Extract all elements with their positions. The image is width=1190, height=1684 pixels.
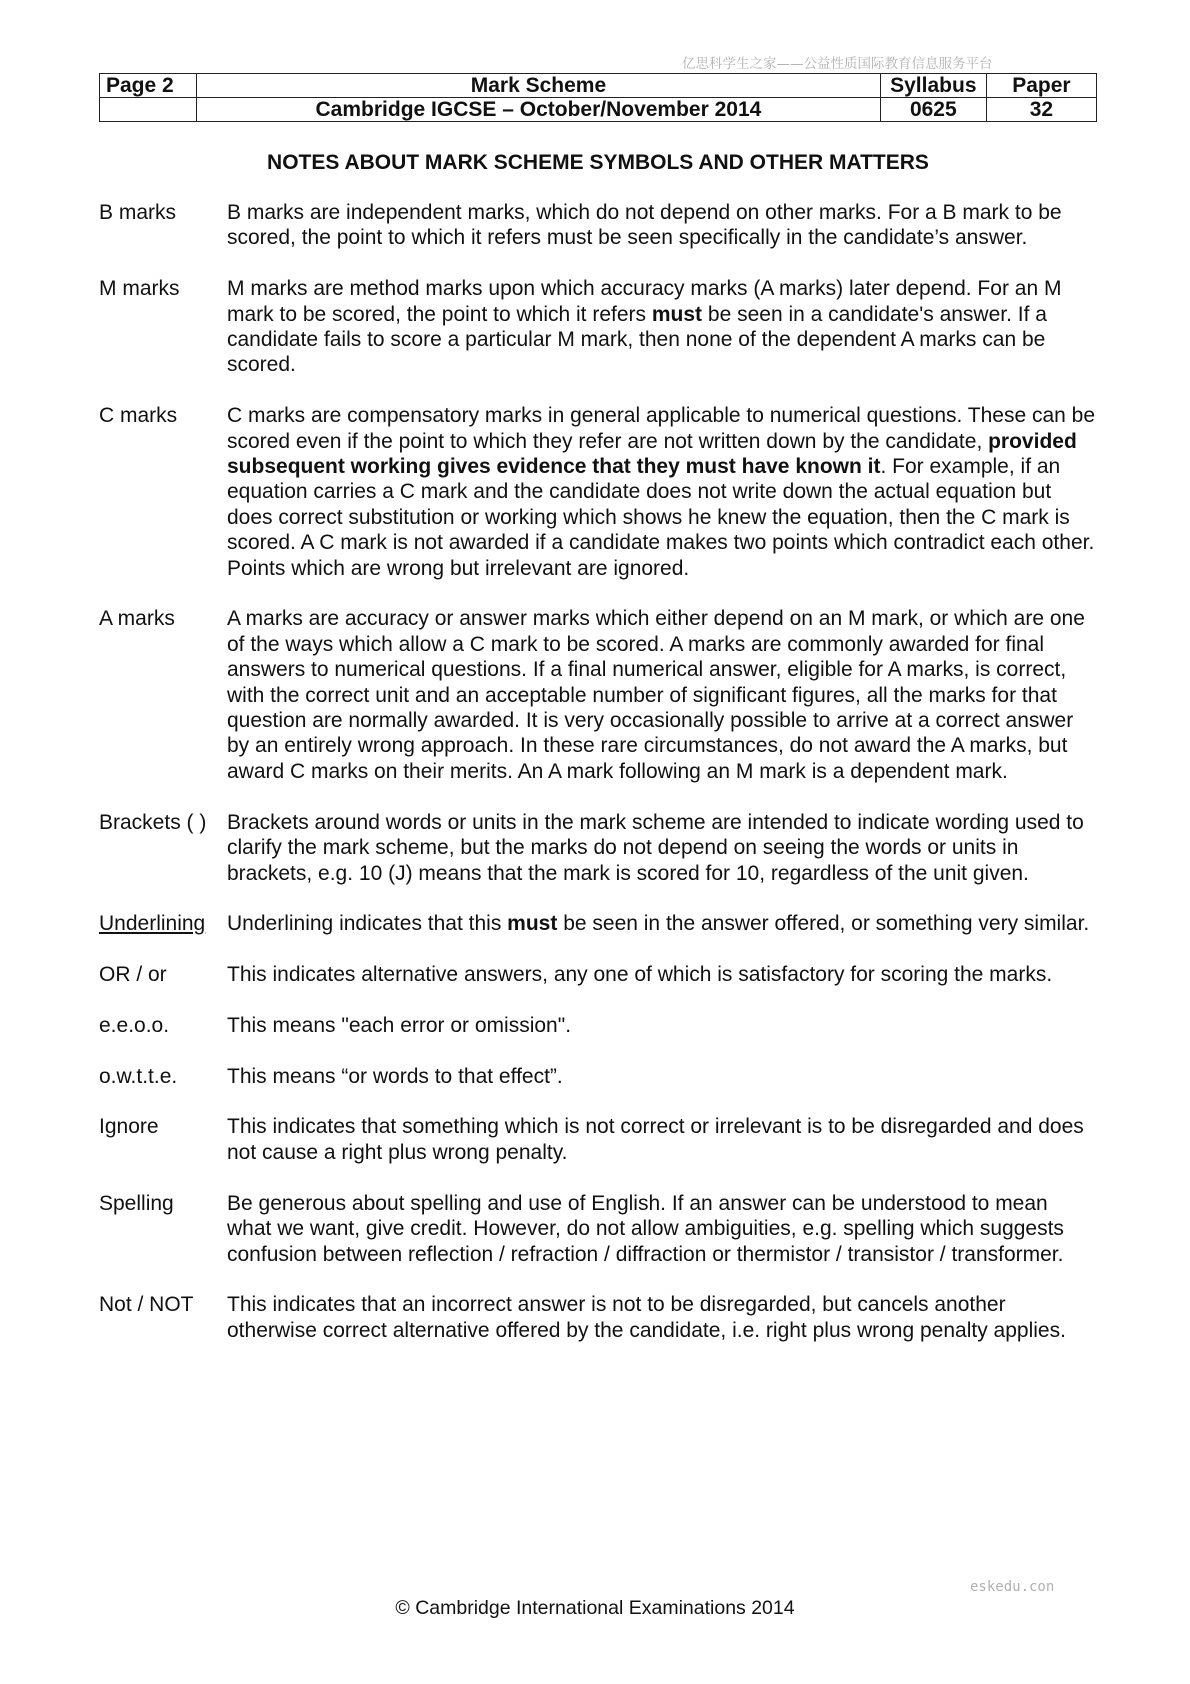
note-item xyxy=(99,962,1097,987)
note-item xyxy=(99,1013,1097,1038)
definition-text: Brackets around words or units in the mark scheme are intended to indicate wording used to clarify the mark scheme, but the marks do not depend on seeing the words or units in brackets, e.g. 10 (J) means that the mark is scored for 10, regardless of the unit given. xyxy=(227,810,1084,885)
syllabus-code: 0625 xyxy=(880,98,986,122)
definition-text: This indicates that something which is not correct or irrelevant is to be disregarded and does not cause a right plus wrong penalty. xyxy=(227,1115,1084,1164)
paper-number: 32 xyxy=(986,98,1096,122)
definition-text: Be generous about spelling and use of English. If an answer can be understood to mean what we want, give credit. However, do not allow ambiguities, e.g. spelling which suggests confusion between reflection / refraction / diffraction or thermistor / transistor / transformer. xyxy=(227,1191,1064,1266)
note-definition xyxy=(227,911,1097,936)
note-term: Underlining xyxy=(99,912,206,936)
note-definition xyxy=(227,1191,1097,1267)
definition-text: This indicates alternative answers, any one of which is satisfactory for scoring the marks. xyxy=(227,963,1053,987)
note-definition xyxy=(227,403,1097,581)
note-term: B marks xyxy=(99,201,177,224)
note-term: Ignore xyxy=(99,1115,159,1139)
note-item xyxy=(99,276,1097,378)
note-item xyxy=(99,403,1097,581)
exam-title: Cambridge IGCSE – October/November 2014 xyxy=(197,98,881,122)
note-definition xyxy=(227,810,1097,886)
definition-text: Underlining indicates that this xyxy=(227,912,508,936)
note-term: Brackets ( ) xyxy=(99,810,207,834)
note-item xyxy=(99,1064,1097,1089)
definition-text: be seen in a candidate's answer. If a candidate fails to score a particular M mark, then none of the dependent A marks can be scored. xyxy=(227,302,1047,377)
syllabus-label: Syllabus xyxy=(880,74,986,98)
header-table xyxy=(99,73,1097,122)
emphasis-text: must xyxy=(507,912,558,936)
note-item xyxy=(99,1292,1097,1343)
notes-list xyxy=(99,200,1097,1369)
note-term: OR / or xyxy=(99,963,167,987)
note-term: C marks xyxy=(99,404,178,428)
definition-text: This indicates that an incorrect answer is not to be disregarded, but cancels another otherwise correct alternative offered by the candidate, i.e. right plus wrong penalty applies. xyxy=(227,1293,1066,1342)
note-term: A marks xyxy=(99,607,175,631)
note-item xyxy=(99,810,1097,886)
note-term: e.e.o.o. xyxy=(99,1013,170,1037)
note-definition xyxy=(227,1114,1097,1165)
definition-text: . For example, if an equation carries a C mark and the candidate does not write down the actual equation but does correct substitution or working which shows he knew the equation, then the C mark is scored. A C mark is not awarded if a candidate makes two points which contradict each other. Points which are wrong but irrelevant are ignored. xyxy=(227,455,1095,580)
definition-text: B marks are independent marks, which do not depend on other marks. For a B mark to be scored, the point to which it refers must be seen specifically in the candidate’s answer. xyxy=(227,201,1062,250)
mark-scheme-label: Mark Scheme xyxy=(197,74,881,98)
watermark-text: 亿思科学生之家——公益性质国际教育信息服务平台 xyxy=(682,56,993,72)
paper-label: Paper xyxy=(986,74,1096,98)
note-definition xyxy=(227,200,1097,251)
definition-text: M marks are method marks upon which accuracy marks (A marks) later depend. For an M mark to be scored, the point to which it refers xyxy=(227,277,1062,326)
page-number: Page 2 xyxy=(100,74,197,98)
definition-text: This means “or words to that effect”. xyxy=(227,1064,563,1088)
page-title: NOTES ABOUT MARK SCHEME SYMBOLS AND OTHER MATTERS xyxy=(267,151,929,174)
empty-cell xyxy=(100,98,197,122)
emphasis-text: provided subsequent working gives evidence that they must have known it xyxy=(227,429,1077,479)
note-item xyxy=(99,1191,1097,1267)
copyright-footer: © Cambridge International Examinations 2014 xyxy=(395,1597,795,1619)
note-term: M marks xyxy=(99,277,180,301)
note-item xyxy=(99,1114,1097,1165)
watermark-domain: eskedu.con xyxy=(970,1579,1055,1595)
note-definition xyxy=(227,1292,1097,1343)
note-definition xyxy=(227,276,1097,378)
note-item xyxy=(99,606,1097,784)
definition-text: This means "each error or omission". xyxy=(227,1013,572,1037)
note-definition xyxy=(227,606,1097,784)
emphasis-text: must xyxy=(651,302,703,326)
note-definition xyxy=(227,1064,1097,1089)
note-definition xyxy=(227,962,1097,987)
note-item xyxy=(99,200,1097,251)
note-item xyxy=(99,911,1097,936)
definition-text: C marks are compensatory marks in general applicable to numerical questions. These can be scored even if the point to which they refer are not written down by the candidate, xyxy=(227,404,1096,453)
note-definition xyxy=(227,1013,1097,1038)
definition-text: A marks are accuracy or answer marks which either depend on an M mark, or which are one of the ways which allow a C mark to be scored. A marks are commonly awarded for final answers to numerical questions. If a final numerical answer, eligible for A marks, is correct, with the correct unit and an acceptable number of significant figures, all the marks for that question are normally awarded. It is very occasionally possible to arrive at a correct answer by an entirely wrong approach. In these rare circumstances, do not award the A marks, but award C marks on their merits. An A mark following an M mark is a dependent mark. xyxy=(227,607,1085,783)
note-term: Not / NOT xyxy=(99,1293,194,1317)
note-term: o.w.t.t.e. xyxy=(99,1064,178,1088)
definition-text: be seen in the answer offered, or something very similar. xyxy=(557,912,1090,936)
note-term: Spelling xyxy=(99,1191,174,1215)
